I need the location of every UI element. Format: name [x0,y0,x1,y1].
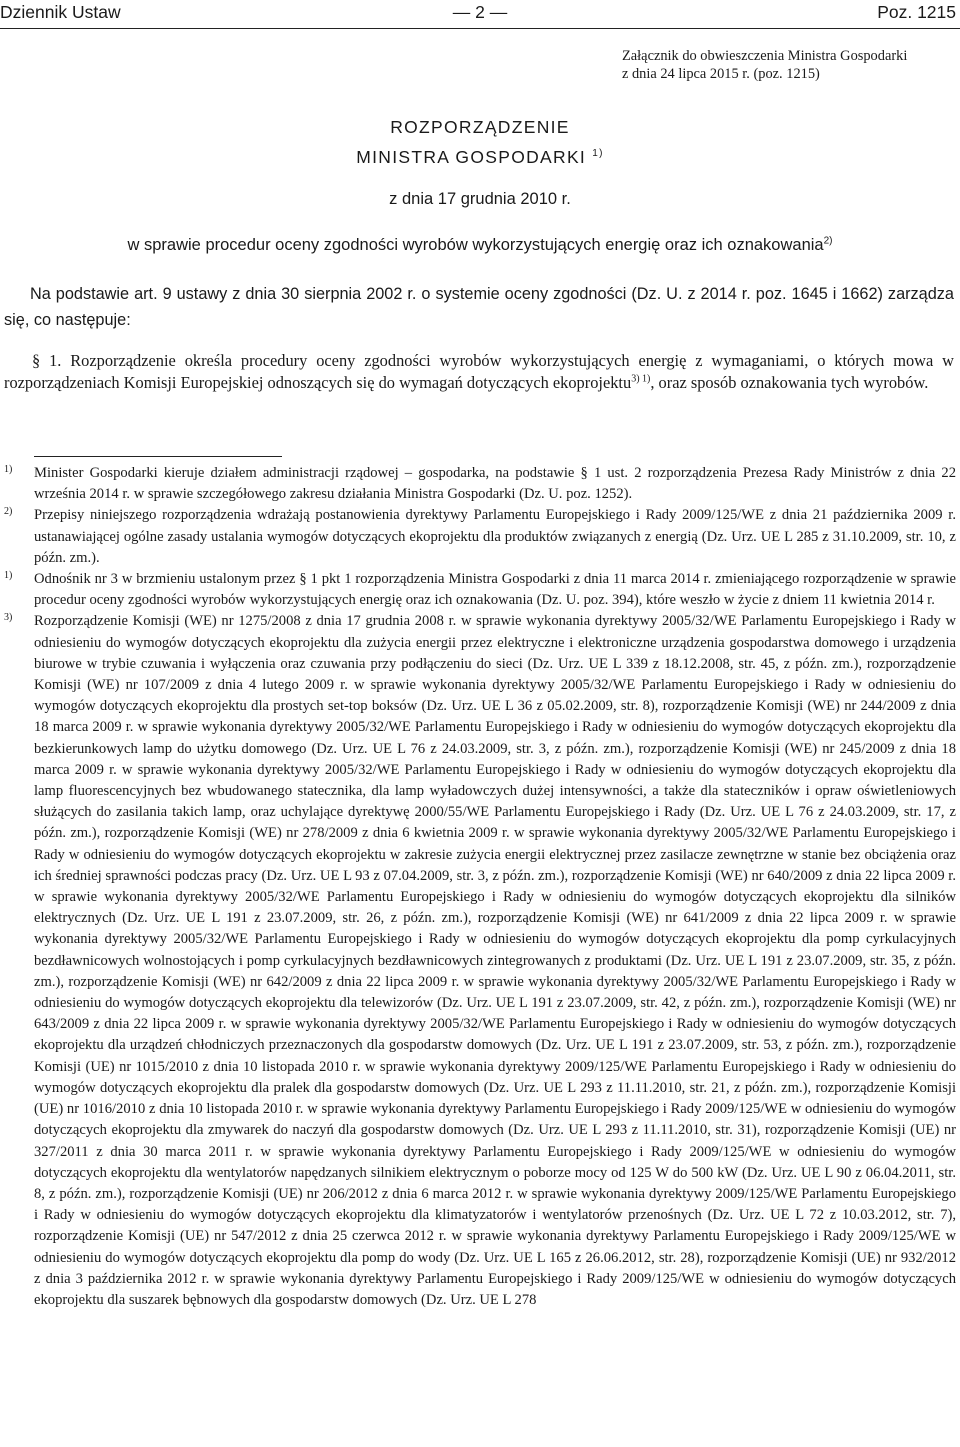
footnote-mark: 1) [4,570,13,582]
footnote-divider [34,456,282,457]
act-type-title: ROZPORZĄDZENIE [390,117,570,137]
paragraph-1 [4,350,954,393]
position-number: Poz. 1215 [877,2,956,22]
footnote-mark: 2) [4,506,13,518]
issuer-name: MINISTRA GOSPODARKI [356,147,587,167]
paragraph-text-a: Rozporządzenie określa procedury oceny zgodności wyrobów wykorzystujących energię z wymaganiami, o których mowa w rozporządzeniach Komisji Europejskiej odnoszących się do wymagań dotyczących ekoprojektu [4,351,954,392]
subject-footnote-ref: 2) [823,235,833,247]
footnote-text: Minister Gospodarki kieruje działem administracji rządowej – gospodarka, na podstawie § 1 ust. 2 rozporządzenia Prezesa Rady Ministrów z dnia 22 września 2014 r. w sprawie szczegółowego zakresu działania Ministra Gospodarki (Dz. U. poz. 1252). [34,465,956,503]
journal-name: Dziennik Ustaw [0,2,121,22]
footnote-text: Rozporządzenie Komisji (WE) nr 1275/2008 z dnia 17 grudnia 2008 r. w sprawie wykonania dyrektywy 2005/32/WE Parlamentu Europejskiego i Rady w odniesieniu do wymogów dotyczących ekoprojektu dla zużycia energii przez elektryczne i elektroniczne urządzenia gospodarstwa domowego i urządzenia biurowe w trybie czuwania i wyłączenia oraz czuwania przy podłączeniu do sieci (Dz. Urz. UE L 339 z 18.12.2008, str. 45, z późn. zm.), rozporządzenie Komisji (WE) nr 107/2009 z dnia 4 lutego 2009 r. w sprawie wykonania dyrektywy 2005/32/WE Parlamentu Europejskiego i Rady w odniesieniu do wymogów dotyczących ekoprojektu dla prostych set-top boksów (Dz. Urz. UE L 36 z 05.02.2009, str. 8), rozporządzenie Komisji (WE) nr 244/2009 z dnia 18 marca 2009 r. w sprawie wykonania dyrektywy 2005/32/WE Parlamentu Europejskiego i Rady w odniesieniu do wymogów dotyczących ekoprojektu dla bezkierunkowych lamp do użytku domowego (Dz. Urz. UE L 76 z 24.03.2009, str. 3, z późn. zm.), rozporządzenie Komisji (WE) nr 245/2009 z dnia 18 marca 2009 r. w sprawie wykonania dyrektywy 2005/32/WE Parlamentu Europejskiego i Rady w odniesieniu do wymogów dotyczących ekoprojektu dla lamp fluorescencyjnych bez wbudowanego statecznika, dla lamp wyładowczych dużej intensywności, a także dla stateczników i opraw oświetleniowych służących do zasilania takich lamp, oraz uchylające dyrektywę 2000/55/WE Parlamentu Europejskiego i Rady (Dz. Urz. UE L 76 z 24.03.2009, str. 17, z późn. zm.), rozporządzenie Komisji (WE) nr 278/2009 z dnia 6 kwietnia 2009 r. w sprawie wykonania dyrektywy 2005/32/WE Parlamentu Europejskiego i Rady w odniesieniu do wymogów dotyczących ekoprojektu w zakresie zużycia energii elektrycznej przez zasilacze zewnętrzne w stanie bez obciążenia oraz ich średniej sprawności podczas pracy (Dz. Urz. UE L 93 z 07.04.2009, str. 3, z późn. zm.), rozporządzenie Komisji (WE) nr 640/2009 z dnia 22 lipca 2009 r. w sprawie wykonania dyrektywy 2005/32/WE Parlamentu Europejskiego i Rady w odniesieniu do wymogów dotyczących ekoprojektu dla silników elektrycznych (Dz. Urz. UE L 191 z 23.07.2009, str. 26, z późn. zm.), rozporządzenie Komisji (WE) nr 641/2009 z dnia 22 lipca 2009 r. w sprawie wykonania dyrektywy 2005/32/WE Parlamentu Europejskiego i Rady w odniesieniu do wymogów dotyczących ekoprojektu dla pomp cyrkulacyjnych bezdławnicowych wolnostojących i pomp cyrkulacyjnych bezdławnicowych zintegrowanych z produktami (Dz. Urz. UE L 191 z 23.07.2009, str. 35, z późn. zm.), rozporządzenie Komisji (WE) nr 642/2009 z dnia 22 lipca 2009 r. w sprawie wykonania dyrektywy 2005/32/WE Parlamentu Europejskiego i Rady w odniesieniu do wymogów dotyczących ekoprojektu dla telewizorów (Dz. Urz. UE L 191 z 23.07.2009, str. 42, z późn. zm.), rozporządzenie Komisji (WE) nr 643/2009 z dnia 22 lipca 2009 r. w sprawie wykonania dyrektywy 2005/32/WE Parlamentu Europejskiego i Rady w odniesieniu do wymogów dotyczących ekoprojektu dla urządzeń chłodniczych przeznaczonych dla gospodarstw domowych (Dz. Urz. UE L 191 z 23.07.2009, str. 53, z późn. zm.), rozporządzenie Komisji (UE) nr 1015/2010 z dnia 10 listopada 2010 r. w sprawie wykonania dyrektywy 2009/125/WE Parlamentu Europejskiego i Rady w odniesieniu do wymogów dotyczących ekoprojektu dla pralek dla gospodarstw domowych (Dz. Urz. UE L 293 z 11.11.2010, str. 21, z późn. zm.), rozporządzenie Komisji (UE) nr 1016/2010 z dnia 10 listopada 2010 r. w sprawie wykonania dyrektywy Parlamentu Europejskiego i Rady 2009/125/WE w odniesieniu do wymogów dotyczących ekoprojektu dla zmywarek do naczyń dla gospodarstw domowych (Dz. Urz. UE L 293 z 11.11.2010, str. 31), rozporządzenie Komisji (UE) nr 327/2011 z dnia 30 marca 2011 r. w sprawie wykonania dyrektywy Parlamentu Europejskiego i Rady 2009/125/WE w odniesieniu do wymogów dotyczących ekoprojektu dla wentylatorów napędzanych silnikiem elektrycznym o poborze mocy od 125 W do 500 kW (Dz. Urz. UE L 90 z 06.04.2011, str. 8, z późn. zm.), rozporządzenie Komisji (UE) nr 206/2012 z dnia 6 marca 2012 r. w sprawie wykonania dyrektywy 2009/125/WE Parlamentu Europejskiego i Rady w odniesieniu do wymogów dotyczących ekoprojektu dla klimatyzatorów i wentylatorów przenośnych (Dz. Urz. UE L 72 z 10.03.2012, str. 7), rozporządzenie Komisji (UE) nr 547/2012 z dnia 25 czerwca 2012 r. w sprawie wykonania dyrektywy Parlamentu Europejskiego i Rady 2009/125/WE w odniesieniu do wymogów dotyczących ekoprojektu dla pomp do wody (Dz. Urz. UE L 165 z 26.06.2012, str. 28), rozporządzenie Komisji (UE) nr 932/2012 z dnia 3 października 2012 r. w sprawie wykonania dyrektywy Parlamentu Europejskiego i Rady 2009/125/WE w odniesieniu do wymogów dotyczących ekoprojektu dla suszarek bębnowych dla gospodarstw domowych (Dz. Urz. UE L 278 [34,613,956,1308]
footnote-mark: 1) [4,464,13,475]
footnote [4,611,956,1311]
legal-basis-intro: Na podstawie art. 9 ustawy z dnia 30 sierpnia 2002 r. o systemie oceny zgodności (Dz. U. z 2014 r. poz. 1645 i 1662) zarządza się, co następuje: [4,285,954,329]
annex-note [622,47,952,83]
act-date: z dnia 17 grudnia 2010 r. [389,190,571,208]
annex-line-1: Załącznik do obwieszczenia Ministra Gospodarki [622,48,908,64]
issuer-title [0,147,960,168]
footnotes [4,463,956,1311]
footnote [4,505,956,569]
page-header [0,2,960,26]
page-number: — 2 — [452,2,508,22]
footnote [4,463,956,505]
footnote-text: Odnośnik nr 3 w brzmieniu ustalonym przez § 1 pkt 1 rozporządzenia Ministra Gospodarki z dnia 11 marca 2014 r. zmieniającego rozporządzenie w sprawie procedur oceny zgodności wyrobów wykorzystujących energię oraz ich oznakowania (Dz. U. poz. 394), które weszło w życie z dniem 11 kwietnia 2014 r. [34,571,956,609]
act-subject [0,236,960,255]
footnote-mark: 3) [4,612,13,624]
annex-line-2: z dnia 24 lipca 2015 r. (poz. 1215) [622,66,820,82]
header-divider [0,28,960,29]
footnote-text: Przepisy niniejszego rozporządzenia wdrażają postanowienia dyrektywy Parlamentu Europejskiego i Rady 2009/125/WE z dnia 21 października 2009 r. ustanawiającej ogólne zasady ustalania wymogów dotyczących ekoprojektu dla produktów związanych z energią (Dz. Urz. UE L 285 z 31.10.2009, str. 10, z późn. zm.). [34,507,956,566]
subject-text: w sprawie procedur oceny zgodności wyrobów wykorzystujących energię oraz ich oznakowania [127,236,824,254]
paragraph-footnote-ref: 3) 1) [631,373,651,385]
paragraph-number: § 1. [32,351,62,370]
footnote [4,569,956,611]
paragraph-text-b: , oraz sposób oznakowania tych wyrobów. [650,372,929,392]
issuer-footnote-ref: 1) [592,148,604,160]
